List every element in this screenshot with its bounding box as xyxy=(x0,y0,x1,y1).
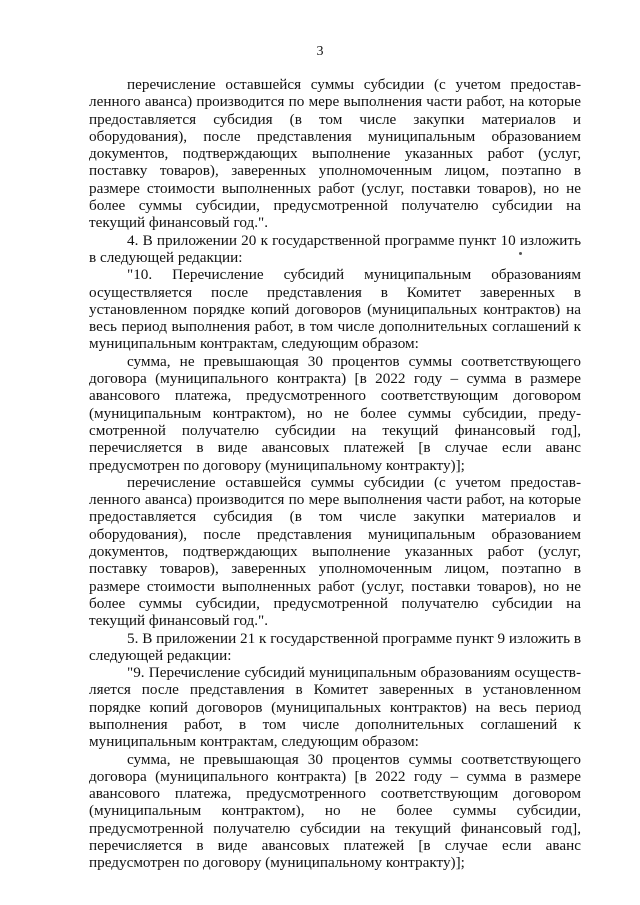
document-body xyxy=(89,76,581,872)
page-number: 3 xyxy=(316,44,324,59)
paragraph-item-5-heading: 5. В приложении 21 к государственной программе пункт 9 изложить в следующей редакции: xyxy=(89,629,581,664)
paragraph-advance-21: сумма, не превышающая 30 процентов суммы соответствующего договора (муниципального контракта) [в 2022 году – сумма в размере авансового платежа, предусмотренного соответствующим договором (муниципальным контрактом), но не более суммы субсидии, предусмотренной получателю субсидии на текущий финансовый год], перечисляется в виде авансовых платежей [в случае если аванс предусмотрен по договору (муниципальному контракту)]; xyxy=(89,750,581,872)
paragraph-remaining-subsidy-18: перечисление оставшейся суммы субсидии (с учетом предоставленного аванса) производится по мере выполнения части работ, на которые предоставляется субсидия (в том числе закупки материалов и оборудования), после представления муниципальным образованием документов, подтверждающих выполнение указанных работ (услуг, поставку товаров), заверенных уполномоченным лицом, поэтапно в размере стоимости выполненных работ (услуг, поставки товаров), но не более суммы субсидии, предусмотренной получателю субсидии на текущий финансовый год.". xyxy=(89,76,581,232)
paragraph-point-10: "10. Перечисление субсидий муниципальным образованиям осуществляется после представления в Комитет заверенных в установленном порядке копий договоров (муниципальных контрактов) на весь период выполнения работ, в том числе дополнительных соглашений к муниципальным контрактам, следующим образом: xyxy=(89,266,581,353)
paragraph-item-4-heading: 4. В приложении 20 к государственной программе пункт 10 изложить в следующей редакции: xyxy=(89,231,581,266)
paragraph-remaining-subsidy-20: перечисление оставшейся суммы субсидии (с учетом предоставленного аванса) производится по мере выполнения части работ, на которые предоставляется субсидия (в том числе закупки материалов и оборудования), после представления муниципальным образованием документов, подтверждающих выполнение указанных работ (услуг, поставку товаров), заверенных уполномоченным лицом, поэтапно в размере стоимости выполненных работ (услуг, поставки товаров), но не более суммы субсидии, предусмотренной получателю субсидии на текущий финансовый год.". xyxy=(89,473,581,630)
paragraph-point-9: "9. Перечисление субсидий муниципальным образованиям осуществляется после представления в Комитет заверенных в установленном порядке копий договоров (муниципальных контрактов) на весь период выполнения работ, в том числе дополнительных соглашений к муниципальным контрактам, следующим образом: xyxy=(89,664,581,751)
paragraph-advance-20: сумма, не превышающая 30 процентов суммы соответствующего договора (муниципального контракта) [в 2022 году – сумма в размере авансового платежа, предусмотренного соответствующим договором (муниципальным контрактом), но не более суммы субсидии, предусмотренной получателю субсидии на текущий финансовый год], перечисляется в виде авансовых платежей [в случае если аванс предусмотрен по договору (муниципальному контракту)]; xyxy=(89,352,581,474)
